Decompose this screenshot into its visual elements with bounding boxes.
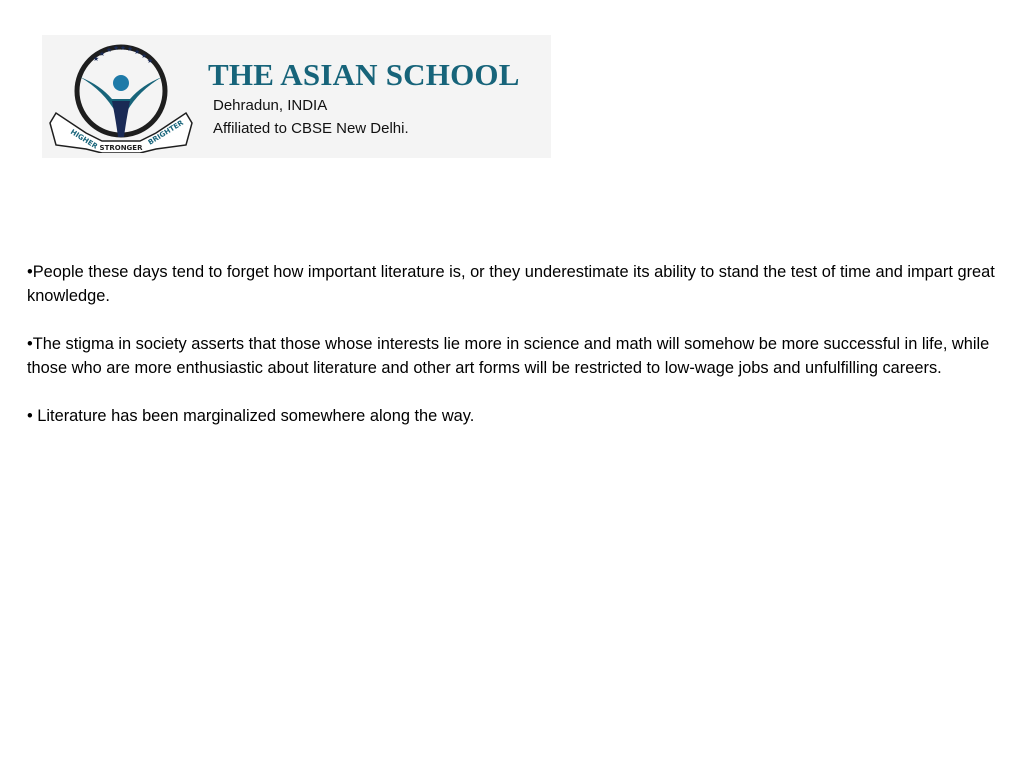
svg-text:★: ★ <box>146 57 154 65</box>
school-banner <box>42 35 551 158</box>
bullet-list <box>27 260 1002 452</box>
school-location: Dehradun, INDIA <box>213 97 328 114</box>
svg-text:★: ★ <box>133 48 141 56</box>
school-name: THE ASIAN SCHOOL <box>208 57 520 92</box>
school-emblem-logo <box>46 41 196 153</box>
svg-text:★: ★ <box>92 55 100 63</box>
svg-text:★: ★ <box>105 46 113 54</box>
school-affiliation: Affiliated to CBSE New Delhi. <box>213 120 409 137</box>
emblem-motto-left: HIGHER <box>68 127 99 151</box>
bullet-item-1: •People these days tend to forget how important literature is, or they underestimate its ability to stand the test of time and impart great knowledge. <box>27 263 995 305</box>
svg-text:★: ★ <box>126 45 134 53</box>
svg-text:★: ★ <box>140 52 148 60</box>
emblem-motto-bottom: STRONGER <box>99 144 143 152</box>
bullet-item-2: •The stigma in society asserts that those whose interests lie more in science and math will somehow be more successful in life, while those who are more enthusiastic about literature and other art forms will be restricted to low-wage jobs and unfulfilling careers. <box>27 335 990 377</box>
emblem-motto-right: BRIGHTER <box>146 118 185 147</box>
svg-text:★: ★ <box>119 44 127 52</box>
svg-text:★: ★ <box>112 44 120 52</box>
bullet-item-3: • Literature has been marginalized somewhere along the way. <box>27 407 475 425</box>
svg-text:★: ★ <box>98 50 106 58</box>
